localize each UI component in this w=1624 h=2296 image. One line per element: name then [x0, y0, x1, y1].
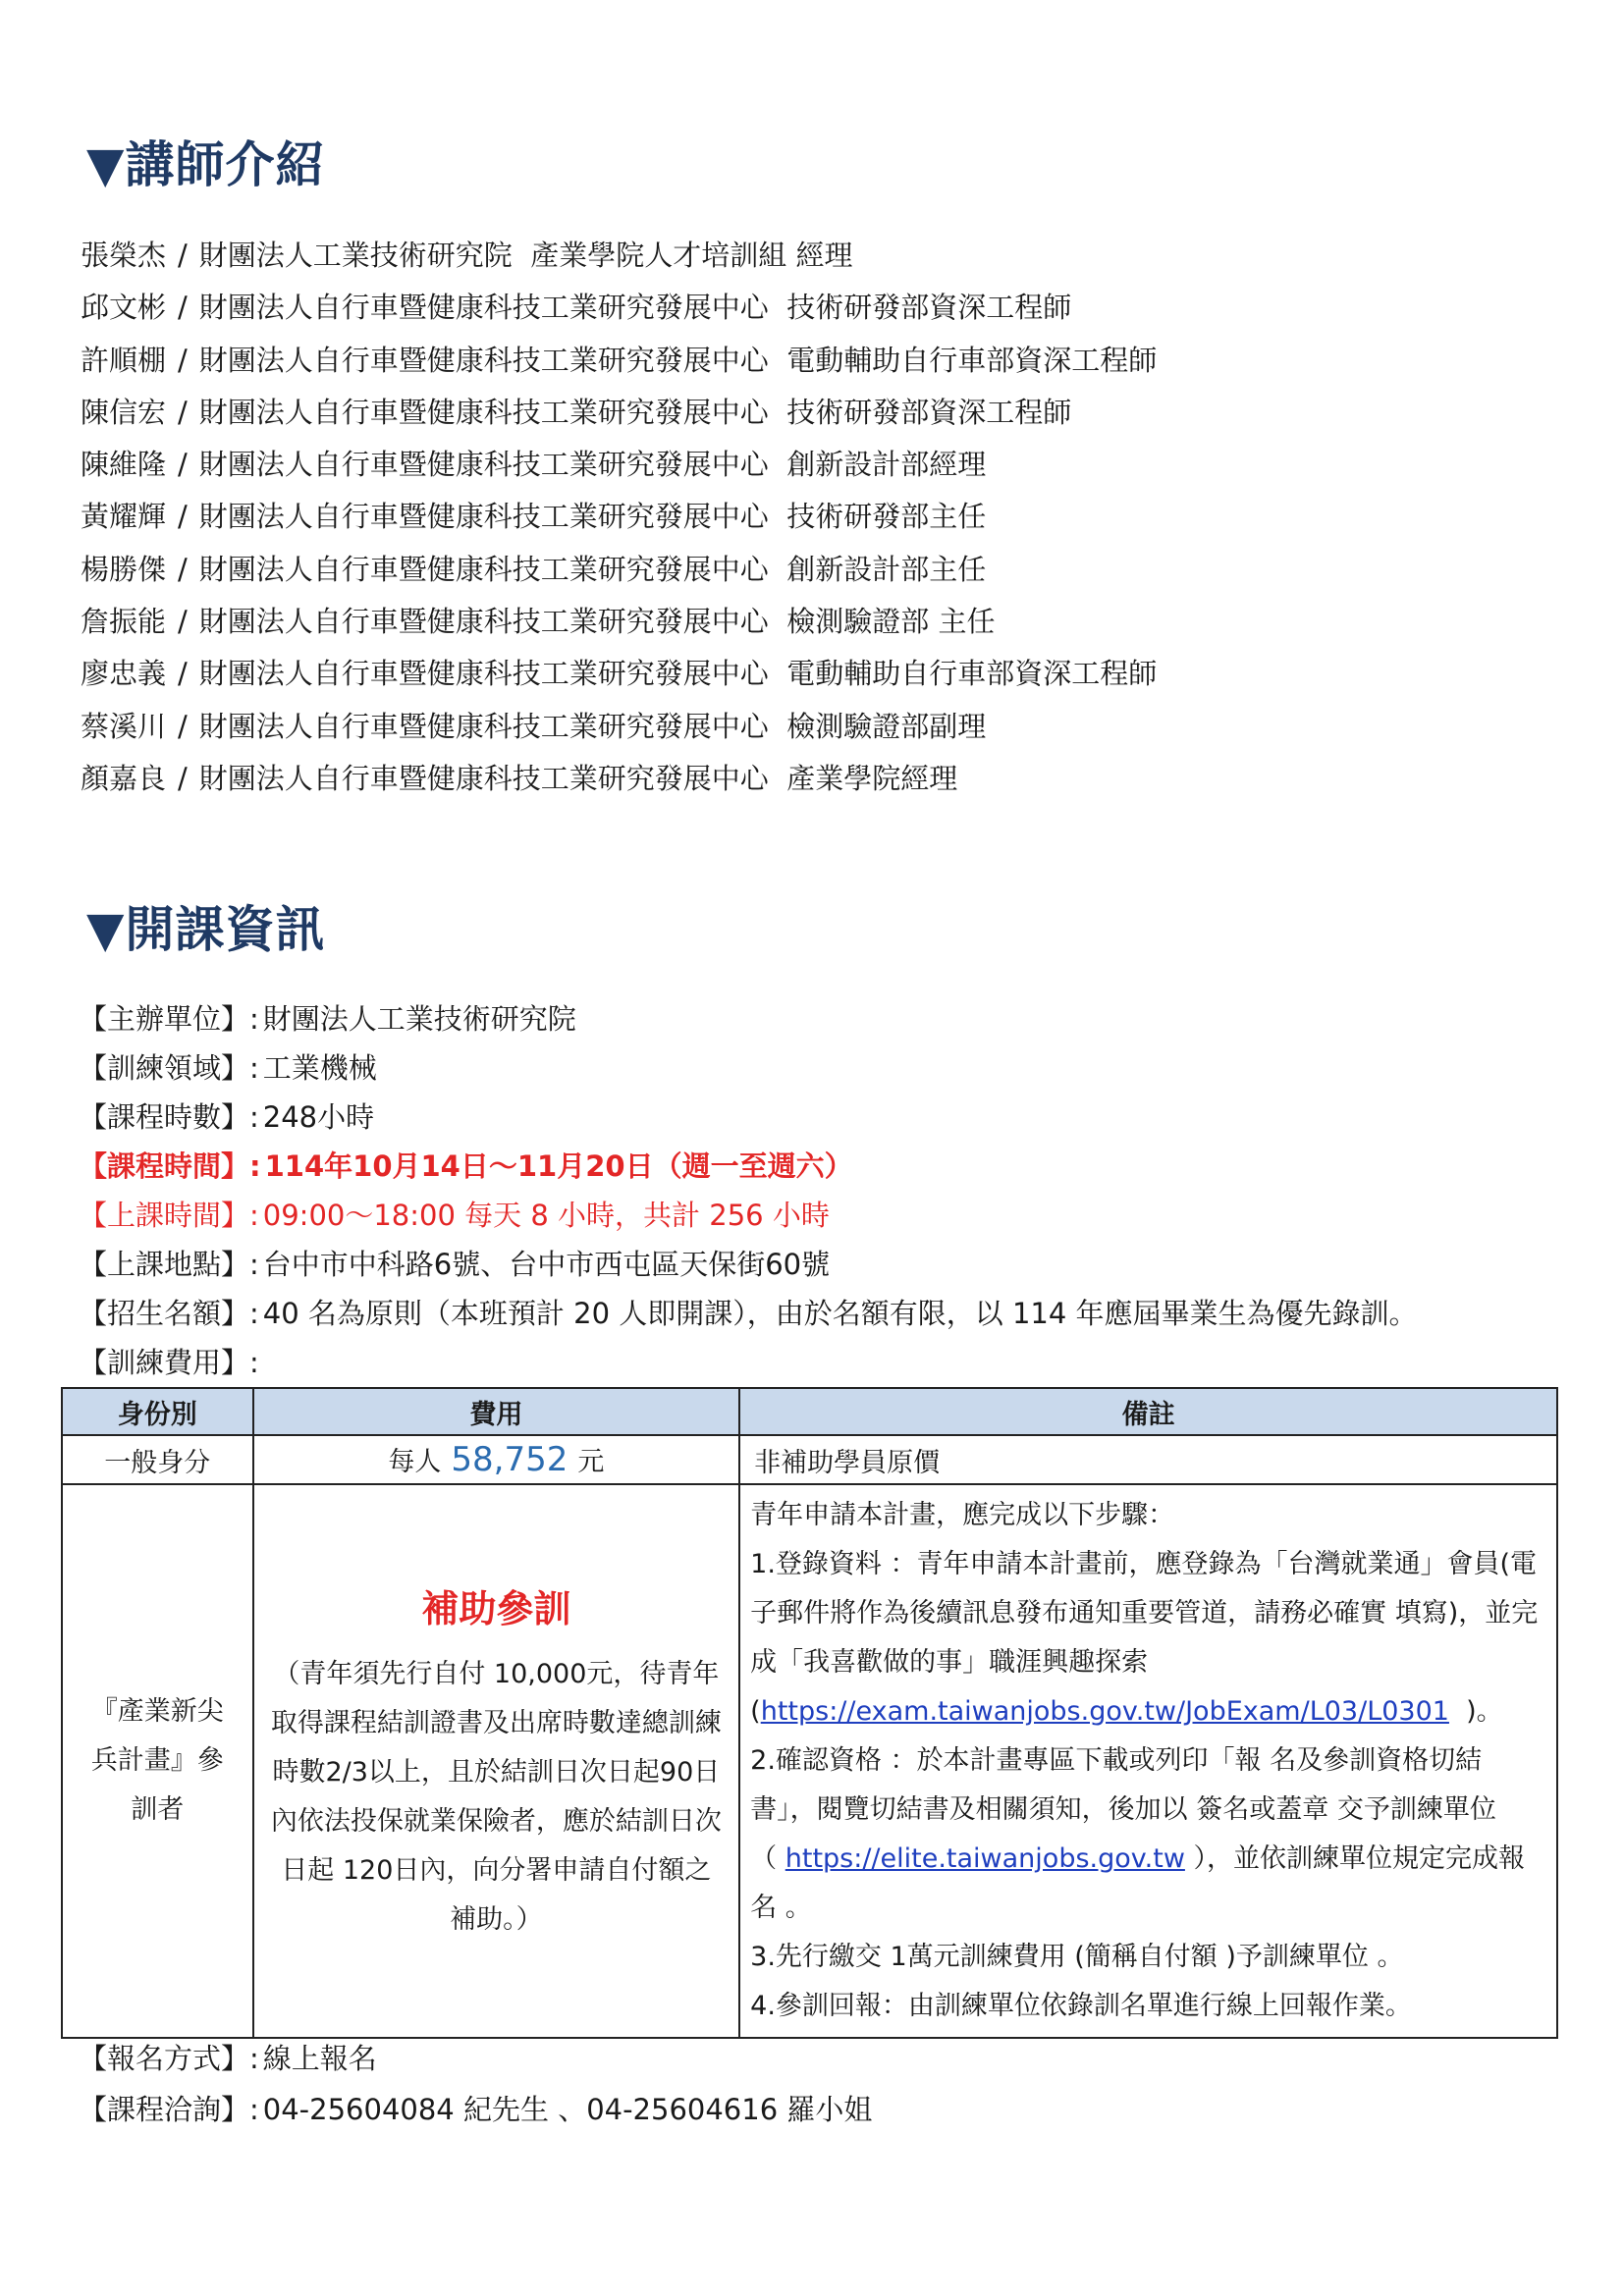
instructor-title: 技術研發部資深工程師	[786, 291, 1072, 325]
info-label: 【課程時間】:	[79, 1149, 261, 1183]
step-3: 3.先行繳交 1萬元訓練費用 (簡稱自付額 )予訓練單位 。	[750, 1942, 1404, 1972]
instructor-org: 財團法人自行車暨健康科技工業研究發展中心	[198, 343, 769, 377]
remarks-general: 非補助學員原價	[739, 1435, 1557, 1484]
info-hours	[79, 1093, 1551, 1142]
info-value: 248小時	[262, 1100, 375, 1134]
info-value: 線上報名	[262, 2042, 377, 2075]
instructor-org: 財團法人自行車暨健康科技工業研究發展中心	[198, 657, 769, 691]
info-label: 【招生名額】:	[79, 1297, 259, 1330]
step-4: 4.參訓回報：由訓練單位依錄訓名單進行線上回報作業。	[750, 1991, 1412, 2021]
instructor-org: 財團法人自行車暨健康科技工業研究發展中心	[198, 500, 769, 534]
instructor-row	[81, 387, 1534, 439]
fee-table	[61, 1387, 1558, 2039]
separator: /	[178, 291, 188, 325]
fee-table-header	[62, 1388, 1557, 1435]
table-row	[62, 1484, 1557, 2038]
remarks-intro: 青年申請本計畫，應完成以下步驟：	[750, 1500, 1175, 1530]
instructor-row	[81, 648, 1534, 700]
section-title-instructors: ▼講師介紹	[86, 136, 326, 193]
info-enrollment	[79, 1289, 1551, 1338]
instructor-org: 財團法人自行車暨健康科技工業研究發展中心	[198, 605, 769, 639]
instructor-org: 財團法人自行車暨健康科技工業研究發展中心	[198, 291, 769, 325]
step-1-end: )。	[1466, 1696, 1503, 1727]
instructor-row	[81, 439, 1534, 491]
instructor-name: 楊勝傑	[81, 552, 167, 586]
instructor-row	[81, 596, 1534, 648]
subsidy-title: 補助參訓	[421, 1586, 571, 1630]
instructor-title: 產業學院經理	[786, 761, 958, 795]
info-label: 【課程時數】:	[79, 1100, 259, 1134]
instructor-row	[81, 282, 1534, 334]
instructor-org: 財團法人自行車暨健康科技工業研究發展中心	[198, 448, 769, 482]
separator: /	[178, 343, 188, 377]
info-field	[79, 1043, 1551, 1093]
identity-general: 一般身分	[62, 1435, 253, 1484]
instructor-name: 顏嘉良	[81, 761, 167, 795]
separator: /	[178, 761, 188, 795]
instructor-name: 邱文彬	[81, 291, 167, 325]
remarks-subsidy	[739, 1484, 1557, 2038]
info-class-time	[79, 1191, 1551, 1240]
instructor-title: 產業學院人才培訓組 經理	[530, 239, 853, 272]
instructor-row	[81, 335, 1534, 387]
info-location	[79, 1240, 1551, 1289]
info-label: 【訓練費用】:	[79, 1346, 259, 1379]
instructor-name: 陳信宏	[81, 395, 167, 429]
separator: /	[178, 500, 188, 534]
instructor-name: 陳維隆	[81, 448, 167, 482]
separator: /	[178, 709, 188, 743]
subsidy-note: （青年須先行自付 10,000元，待青年取得課程結訓證書及出席時數達總訓練時數2/3以上，且於結訓日次日起90日內依法投保就業保險者，應於結訓日次日起 120日內，向分署申請自付額之補助。）	[270, 1658, 722, 1935]
instructor-title: 技術研發部資深工程師	[786, 395, 1072, 429]
instructor-name: 許順棚	[81, 343, 167, 377]
table-row	[62, 1435, 1557, 1484]
info-label: 【主辦單位】:	[79, 1002, 259, 1036]
info-label: 【訓練領域】:	[79, 1051, 259, 1085]
instructor-list	[81, 230, 1534, 805]
info-period	[79, 1142, 1551, 1191]
instructor-org: 財團法人工業技術研究院	[198, 239, 513, 272]
instructor-org: 財團法人自行車暨健康科技工業研究發展中心	[198, 709, 769, 743]
identity-subsidy: 『產業新尖兵計畫』參訓者	[62, 1484, 253, 2038]
separator: /	[178, 239, 188, 272]
instructor-title: 檢測驗證部副理	[786, 709, 987, 743]
step-1: 1.登錄資料 ：青年申請本計畫前，應登錄為「台灣就業通」會員(電子郵件將作為後續訊息發布通知重要管道，請務必確實 填寫)，並完成「我喜歡做的事」職涯興趣探索 (https://exam.taiwanjobs.gov.tw/JobExam/L03/L0301 )。	[750, 1549, 1539, 1727]
instructor-row	[81, 491, 1534, 543]
info-value: 114年10月14日～11月20日（週一至週六）	[264, 1149, 853, 1183]
instructor-org: 財團法人自行車暨健康科技工業研究發展中心	[198, 395, 769, 429]
fee-general	[253, 1435, 740, 1484]
fee-amount: 58,752	[451, 1440, 568, 1479]
instructor-title: 電動輔助自行車部資深工程師	[786, 343, 1158, 377]
instructor-title: 檢測驗證部 主任	[786, 605, 996, 639]
instructor-name: 廖忠義	[81, 657, 167, 691]
step-2-text: 2.確認資格 ：於本計畫專區下載或列印「報 名及參訓資格切結書」，閱覽切結書及相關須知，後加以 簽名或蓋章 交予訓練單位（	[750, 1745, 1496, 1874]
instructor-title: 電動輔助自行車部資深工程師	[786, 657, 1158, 691]
info-value: 09:00～18:00 每天 8 小時，共計 256 小時	[262, 1199, 830, 1232]
header-fee: 費用	[253, 1388, 740, 1435]
fee-prefix: 每人	[388, 1447, 442, 1477]
course-info-list	[79, 994, 1551, 1387]
instructor-title: 創新設計部經理	[786, 448, 987, 482]
info-fee-label	[79, 1338, 1551, 1387]
info-label: 【上課時間】:	[79, 1199, 259, 1232]
info-value: 工業機械	[262, 1051, 377, 1085]
info-label: 【上課地點】:	[79, 1248, 259, 1281]
fee-unit: 元	[577, 1447, 605, 1477]
instructor-name: 張榮杰	[81, 239, 167, 272]
step-2	[750, 1736, 1546, 1933]
separator: /	[178, 448, 188, 482]
instructor-row	[81, 701, 1534, 753]
instructor-name: 黃耀輝	[81, 500, 167, 534]
info-value: 財團法人工業技術研究院	[262, 1002, 576, 1036]
instructor-org: 財團法人自行車暨健康科技工業研究發展中心	[198, 552, 769, 586]
instructor-row	[81, 753, 1534, 805]
header-identity: 身份別	[62, 1388, 253, 1435]
header-remarks: 備註	[739, 1388, 1557, 1435]
instructor-org: 財團法人自行車暨健康科技工業研究發展中心	[198, 761, 769, 795]
info-label: 【課程洽詢】:	[79, 2093, 259, 2126]
info-value: 40 名為原則（本班預計 20 人即開課），由於名額有限，以 114 年應屆畢業生為優先錄訓。	[262, 1297, 1418, 1330]
step-2-end: ），並依訓練單位規定完成報名 。	[750, 1843, 1525, 1923]
info-organizer	[79, 994, 1551, 1043]
instructor-name: 詹振能	[81, 605, 167, 639]
separator: /	[178, 552, 188, 586]
info-registration	[79, 2033, 872, 2084]
fee-subsidy	[253, 1484, 740, 2038]
separator: /	[178, 605, 188, 639]
separator: /	[178, 395, 188, 429]
info-value: 04-25604084 紀先生 、04-25604616 羅小姐	[262, 2093, 873, 2126]
course-info-bottom	[79, 2033, 872, 2135]
elite-link[interactable]: https://elite.taiwanjobs.gov.tw	[785, 1843, 1185, 1874]
instructor-title: 技術研發部主任	[786, 500, 987, 534]
info-value: 台中市中科路6號、台中市西屯區天保街60號	[262, 1248, 831, 1281]
instructor-name: 蔡溪川	[81, 709, 167, 743]
instructor-row	[81, 230, 1534, 282]
instructor-title: 創新設計部主任	[786, 552, 987, 586]
info-label: 【報名方式】:	[79, 2042, 259, 2075]
info-inquiry	[79, 2084, 872, 2135]
instructor-row	[81, 544, 1534, 596]
exam-link[interactable]: https://exam.taiwanjobs.gov.tw/JobExam/L03/L0301	[760, 1696, 1449, 1727]
step-1-text: 1.登錄資料 ：青年申請本計畫前，應登錄為「台灣就業通」會員(電子郵件將作為後續訊息發布通知重要管道，請務必確實 填寫)，並完成「我喜歡做的事」職涯興趣探索	[750, 1549, 1539, 1678]
section-title-course-info: ▼開課資訊	[86, 901, 326, 958]
separator: /	[178, 657, 188, 691]
